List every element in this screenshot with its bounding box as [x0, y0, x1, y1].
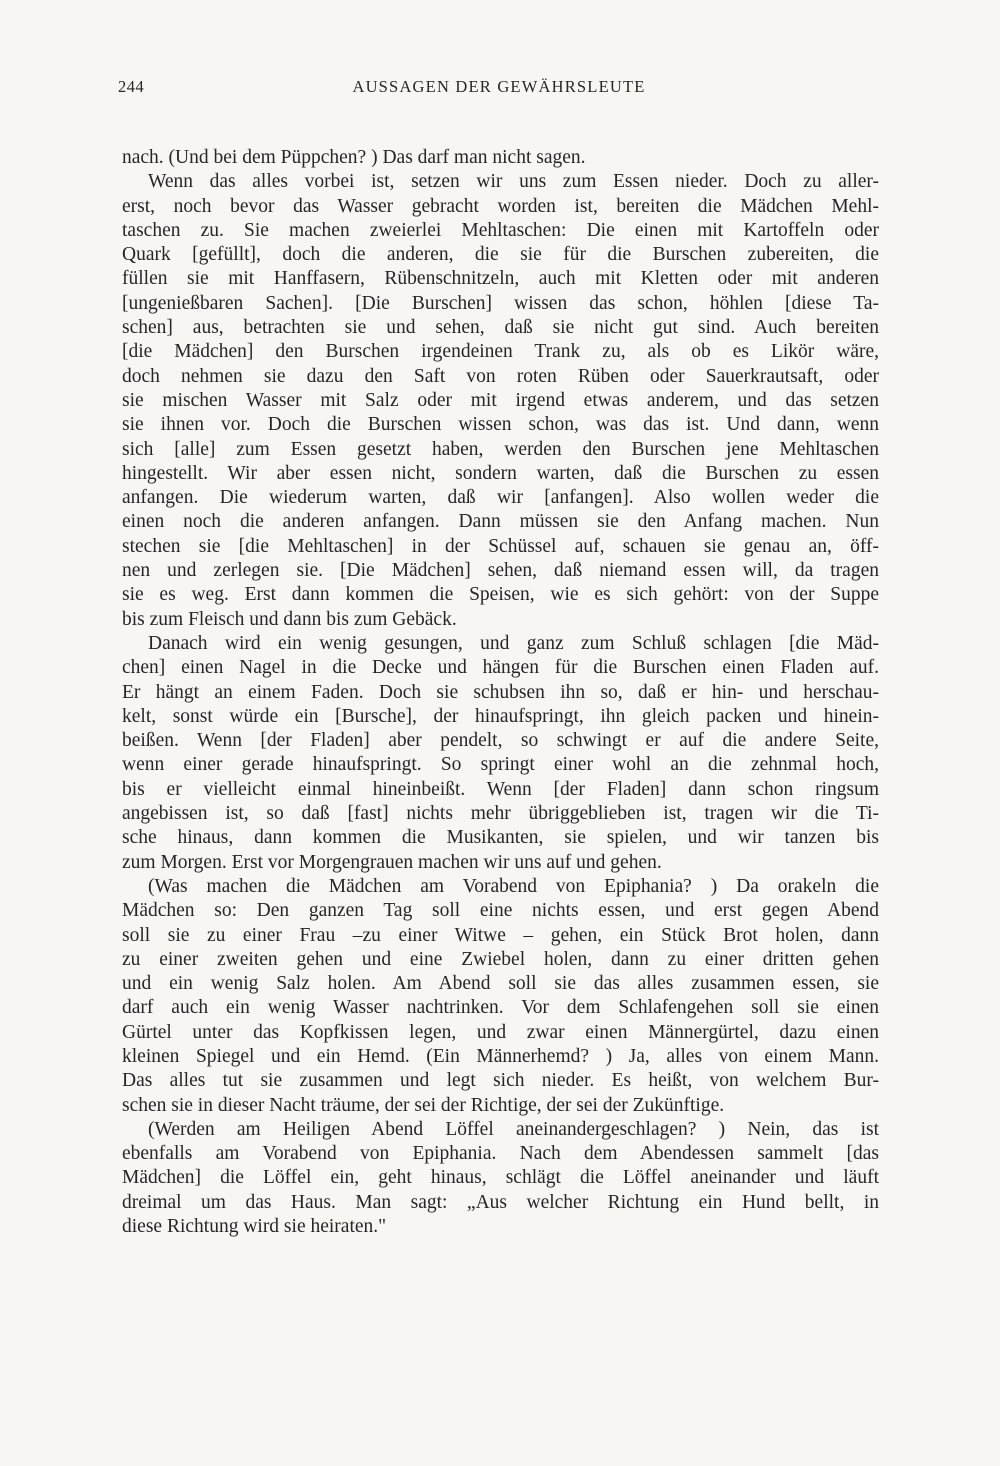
text-line: kleinen Spiegel und ein Hemd. (Ein Männerhemd? ) Ja, alles von einem Mann. [122, 1045, 879, 1067]
text-line: erst, noch bevor das Wasser gebracht worden ist, bereiten die Mädchen Mehl- [122, 195, 879, 217]
text-line: doch nehmen sie dazu den Saft von roten Rüben oder Sauerkrautsaft, oder [122, 365, 879, 387]
text-line: chen] einen Nagel in die Decke und hängen für die Burschen einen Fladen auf. [122, 657, 879, 679]
text-line: einen noch die anderen anfangen. Dann müssen sie den Anfang machen. Nun [122, 511, 879, 533]
text-line: Gürtel unter das Kopfkissen legen, und zwar einen Männergürtel, dazu einen [122, 1021, 879, 1043]
text-line: dreimal um das Haus. Man sagt: „Aus welcher Richtung ein Hund bellt, in [122, 1191, 879, 1213]
text-line: Mädchen so: Den ganzen Tag soll eine nichts essen, und erst gegen Abend [122, 900, 879, 922]
text-line: (Was machen die Mädchen am Vorabend von Epiphania? ) Da orakeln die [148, 875, 879, 897]
text-line: sche hinaus, dann kommen die Musikanten, sie spielen, und wir tanzen bis [122, 827, 879, 849]
text-line: Das alles tut sie zusammen und legt sich nieder. Es heißt, von welchem Bur- [122, 1070, 879, 1092]
text-line: stechen sie [die Mehltaschen] in der Schüssel auf, schauen sie genau an, öff- [122, 535, 879, 557]
text-line: bis zum Fleisch und dann bis zum Gebäck. [122, 608, 457, 630]
text-line: ebenfalls am Vorabend von Epiphania. Nach dem Abendessen sammelt [das [122, 1143, 879, 1165]
text-line: zum Morgen. Erst vor Morgengrauen machen wir uns auf und gehen. [122, 851, 662, 873]
text-line: sie ihnen vor. Doch die Burschen wissen schon, was das ist. Und dann, wenn [122, 414, 879, 436]
text-line: schen] aus, betrachten sie und sehen, daß sie nicht gut sind. Auch bereiten [122, 317, 879, 339]
text-line: darf auch ein wenig Wasser nachtrinken. Vor dem Schlafengehen soll sie einen [122, 997, 879, 1019]
running-title: AUSSAGEN DER GEWÄHRSLEUTE [352, 77, 646, 96]
text-line: sie es weg. Erst dann kommen die Speisen, wie es sich gehört: von der Suppe [122, 584, 879, 606]
text-line: Danach wird ein wenig gesungen, und ganz zum Schluß schlagen [die Mäd- [148, 632, 879, 654]
text-line: nach. (Und bei dem Püppchen? ) Das darf man nicht sagen. [122, 147, 586, 168]
text-line: angebissen ist, so daß [fast] nichts mehr übriggeblieben ist, tragen wir die Ti- [122, 803, 879, 825]
text-line: Quark [gefüllt], doch die anderen, die sie für die Burschen zubereiten, die [122, 244, 879, 266]
text-line: taschen zu. Sie machen zweierlei Mehltaschen: Die einen mit Kartoffeln oder [122, 219, 879, 241]
text-line: wenn einer gerade hinaufspringt. So springt einer wohl an die zehnmal hoch, [122, 754, 879, 776]
text-line: zu einer zweiten gehen und eine Zwiebel holen, dann zu einer dritten gehen [122, 948, 879, 970]
text-line: Mädchen] die Löffel ein, geht hinaus, schlägt die Löffel aneinander und läuft [122, 1167, 879, 1189]
text-line: Wenn das alles vorbei ist, setzen wir uns zum Essen nieder. Doch zu aller- [148, 171, 879, 193]
text-line: schen sie in dieser Nacht träume, der sei der Richtige, der sei der Zukünftige. [122, 1094, 725, 1116]
body-text [122, 146, 879, 1239]
text-line: füllen sie mit Hanffasern, Rübenschnitzeln, auch mit Kletten oder mit anderen [122, 268, 879, 290]
text-line: sich [alle] zum Essen gesetzt haben, werden den Burschen jene Mehltaschen [122, 438, 879, 460]
text-line: hingestellt. Wir aber essen nicht, sondern warten, daß die Burschen zu essen [122, 462, 879, 484]
text-line: nen und zerlegen sie. [Die Mädchen] sehen, daß niemand essen will, da tragen [122, 560, 879, 582]
text-line: soll sie zu einer Frau –zu einer Witwe – gehen, ein Stück Brot holen, dann [122, 924, 879, 946]
text-line: kelt, sonst würde ein [Bursche], der hinaufspringt, ihn gleich packen und hinein- [122, 705, 879, 727]
text-line: beißen. Wenn [der Fladen] aber pendelt, so schwingt er auf die andere Seite, [122, 730, 879, 752]
text-line: diese Richtung wird sie heiraten." [122, 1216, 387, 1238]
text-line: Er hängt an einem Faden. Doch sie schubsen ihn so, daß er hin- und herschau- [122, 681, 879, 703]
text-line: sie mischen Wasser mit Salz oder mit irgend etwas anderem, und das setzen [122, 389, 879, 411]
text-line: anfangen. Die wiederum warten, daß wir [anfangen]. Also wollen weder die [122, 487, 879, 509]
text-line: und ein wenig Salz holen. Am Abend soll sie das alles zusammen essen, sie [122, 973, 879, 995]
text-line: (Werden am Heiligen Abend Löffel aneinandergeschlagen? ) Nein, das ist [148, 1118, 879, 1140]
text-line: [ungenießbaren Sachen]. [Die Burschen] wissen das schon, höhlen [diese Ta- [122, 292, 879, 314]
text-line: [die Mädchen] den Burschen irgendeinen Trank zu, als ob es Likör wäre, [122, 341, 879, 363]
page-number: 244 [118, 77, 145, 96]
text-line: bis er vielleicht einmal hineinbeißt. Wenn [der Fladen] dann schon ringsum [122, 778, 879, 800]
